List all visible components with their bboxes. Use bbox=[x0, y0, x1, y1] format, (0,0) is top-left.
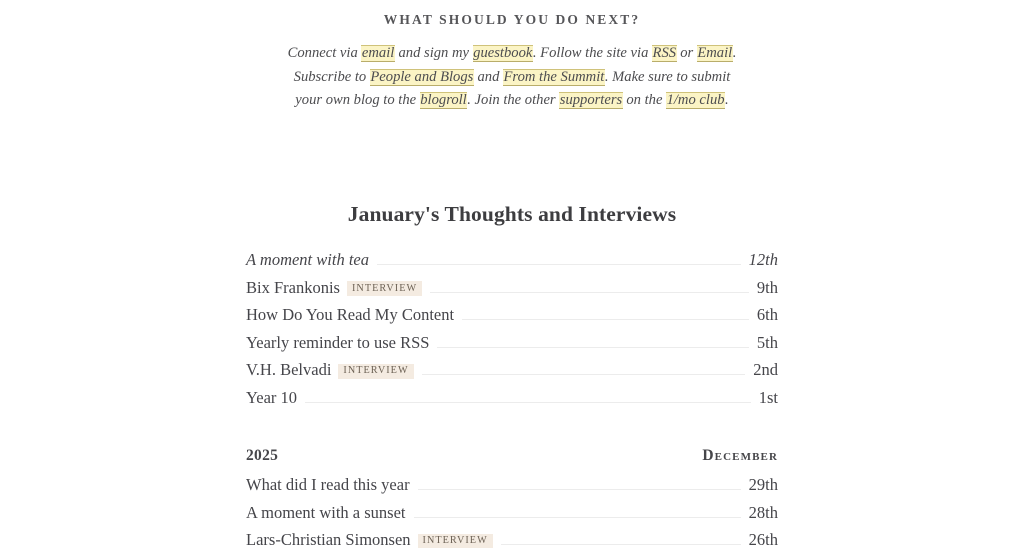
post-title-text: Yearly reminder to use RSS bbox=[246, 332, 430, 352]
post-date: 1st bbox=[758, 387, 778, 407]
post-title[interactable] bbox=[246, 250, 369, 270]
post-date: 9th bbox=[756, 277, 778, 297]
link-people-and-blogs[interactable]: People and Blogs bbox=[370, 68, 474, 85]
text-on-the: on the bbox=[622, 92, 667, 109]
leader-line bbox=[414, 517, 741, 518]
post-row[interactable] bbox=[246, 360, 778, 388]
text-your-own-blog: your own blog to the bbox=[295, 92, 420, 109]
link-rss[interactable]: RSS bbox=[652, 45, 677, 61]
post-title[interactable] bbox=[246, 475, 410, 495]
post-list-january bbox=[246, 250, 778, 416]
leader-line bbox=[437, 347, 748, 348]
interview-badge: INTERVIEW bbox=[418, 534, 493, 549]
post-row[interactable] bbox=[246, 503, 778, 531]
link-email-newsletter[interactable]: Email bbox=[697, 45, 733, 61]
text-and-2: and bbox=[473, 68, 504, 85]
what-next-paragraph bbox=[246, 42, 778, 113]
text-period-3: . bbox=[725, 92, 729, 109]
post-date: 26th bbox=[748, 530, 778, 550]
post-title[interactable] bbox=[246, 530, 493, 550]
leader-line bbox=[462, 319, 749, 320]
post-date: 6th bbox=[756, 305, 778, 325]
post-title[interactable] bbox=[246, 305, 454, 325]
post-date: 29th bbox=[748, 475, 778, 494]
post-row[interactable] bbox=[246, 388, 778, 416]
post-title-text: Year 10 bbox=[246, 387, 298, 407]
text-subscribe-to: Subscribe to bbox=[293, 68, 370, 85]
leader-line bbox=[430, 292, 749, 293]
year-label: 2025 bbox=[246, 447, 279, 464]
text-or: or bbox=[676, 45, 697, 61]
post-date: 28th bbox=[748, 502, 778, 522]
text-connect-via: Connect via bbox=[287, 45, 362, 61]
text-follow-the-site-via: . Follow the site via bbox=[532, 45, 653, 61]
link-1mo-club[interactable]: 1/mo club bbox=[666, 92, 725, 109]
post-title[interactable] bbox=[246, 278, 422, 298]
post-title-text: What did I read this year bbox=[246, 475, 410, 494]
text-period-1: . bbox=[732, 45, 737, 61]
leader-line bbox=[501, 544, 741, 545]
text-make-sure-to-submit: . Make sure to submit bbox=[604, 68, 731, 85]
leader-line bbox=[305, 402, 751, 403]
post-title-text: Lars-Christian Simonsen bbox=[246, 530, 411, 550]
post-title[interactable] bbox=[246, 388, 297, 408]
post-list-december bbox=[246, 475, 778, 558]
post-title-text: Bix Frankonis bbox=[246, 277, 340, 297]
link-from-the-summit[interactable]: From the Summit bbox=[503, 68, 605, 85]
what-next-heading: WHAT SHOULD YOU DO NEXT? bbox=[383, 12, 641, 27]
link-supporters[interactable]: supporters bbox=[559, 92, 623, 109]
post-title-text: V.H. Belvadi bbox=[246, 360, 332, 380]
interview-badge: INTERVIEW bbox=[338, 364, 413, 379]
month-label: December bbox=[702, 447, 778, 464]
text-join-the-other: . Join the other bbox=[467, 92, 560, 109]
post-title[interactable] bbox=[246, 503, 406, 523]
post-title[interactable] bbox=[246, 333, 429, 353]
post-title-text: A moment with tea bbox=[246, 250, 369, 269]
post-title[interactable] bbox=[246, 360, 414, 380]
post-row[interactable] bbox=[246, 333, 778, 361]
year-divider-row bbox=[246, 447, 778, 465]
post-row[interactable] bbox=[246, 278, 778, 306]
post-date: 5th bbox=[756, 332, 778, 352]
link-blogroll[interactable]: blogroll bbox=[420, 92, 467, 109]
leader-line bbox=[377, 264, 741, 265]
post-row[interactable] bbox=[246, 305, 778, 333]
link-guestbook[interactable]: guestbook bbox=[473, 45, 533, 61]
post-date: 2nd bbox=[753, 360, 778, 380]
post-title-text: How Do You Read My Content bbox=[246, 305, 455, 325]
post-date: 12th bbox=[748, 250, 778, 269]
month-heading: January's Thoughts and Interviews bbox=[347, 202, 677, 226]
leader-line bbox=[418, 489, 741, 490]
text-and-sign-my: and sign my bbox=[394, 45, 473, 61]
leader-line bbox=[422, 374, 746, 375]
post-row[interactable] bbox=[246, 250, 778, 278]
link-email[interactable]: email bbox=[361, 45, 395, 61]
post-title-text: A moment with a sunset bbox=[246, 502, 406, 522]
interview-badge: INTERVIEW bbox=[347, 281, 422, 296]
what-next-section bbox=[246, 12, 778, 113]
post-row[interactable] bbox=[246, 475, 778, 503]
